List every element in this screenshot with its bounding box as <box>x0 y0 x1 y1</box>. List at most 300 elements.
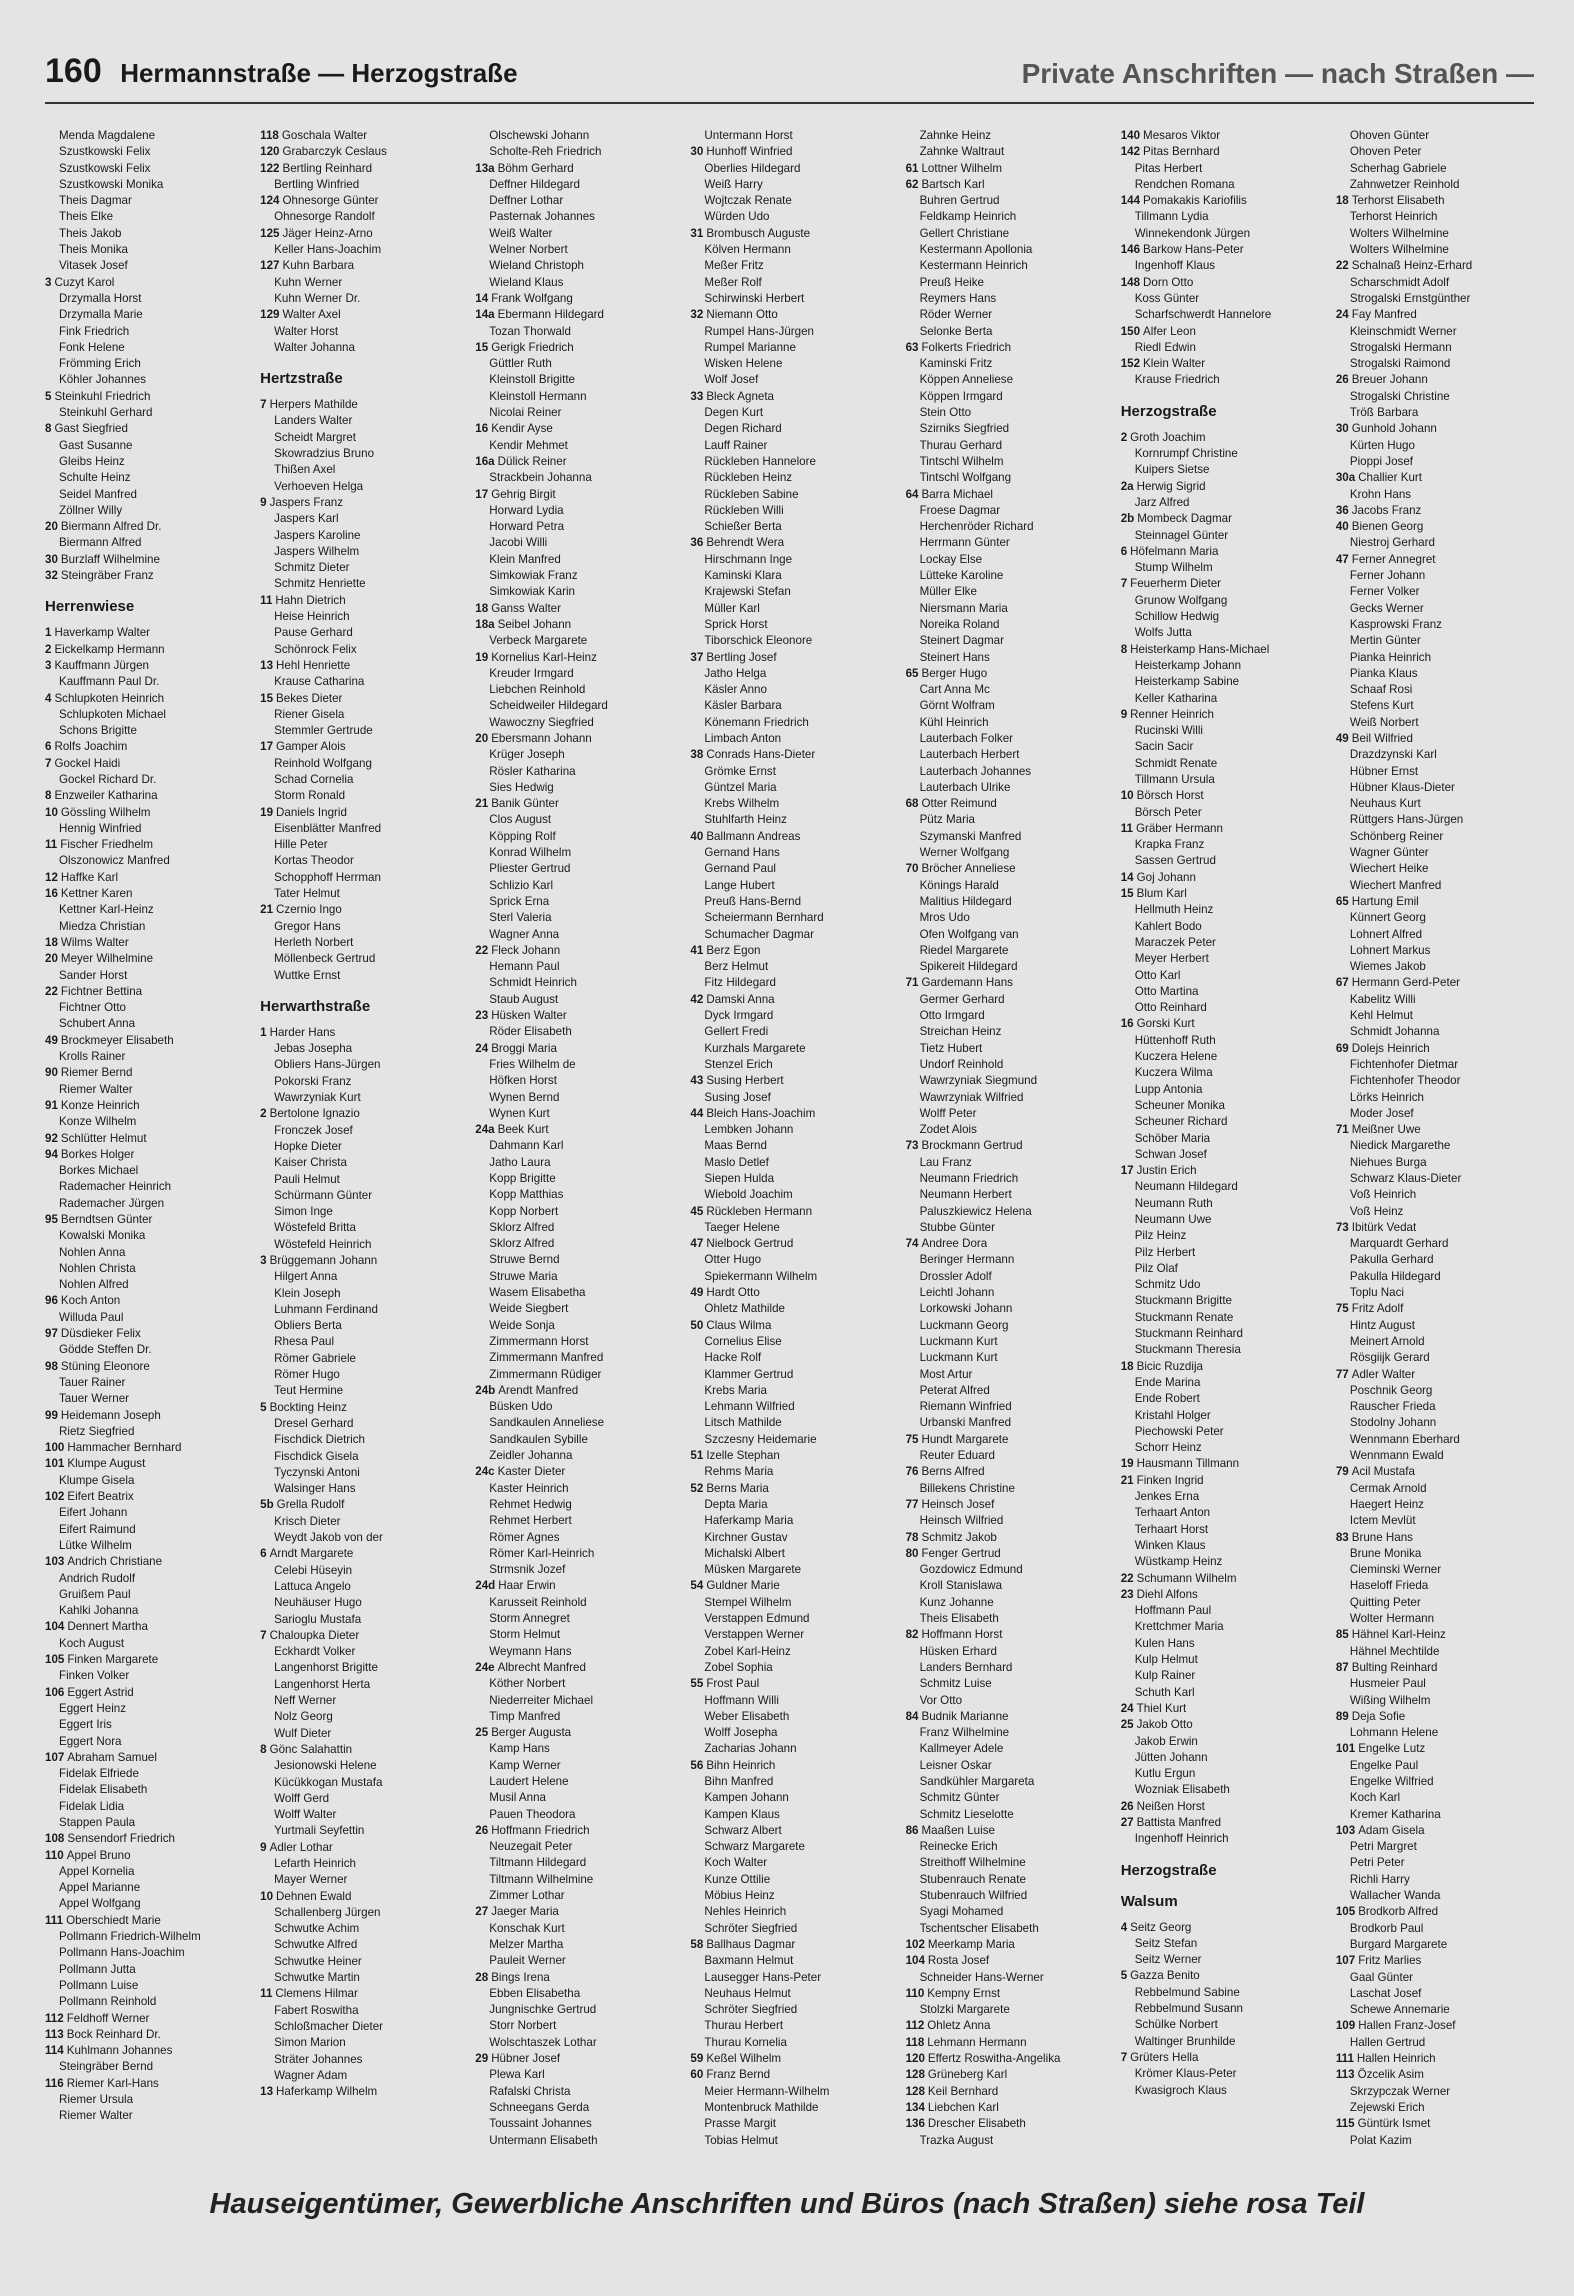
directory-entry <box>1336 503 1545 519</box>
directory-entry <box>45 421 254 437</box>
resident-name: Hintz August <box>1349 1318 1415 1332</box>
resident-name: Mayer Werner <box>274 1873 348 1887</box>
directory-entry <box>1336 1644 1545 1660</box>
directory-entry <box>260 1449 469 1465</box>
directory-entry <box>475 650 684 666</box>
directory-entry <box>690 1350 899 1366</box>
directory-entry <box>45 2043 254 2059</box>
directory-entry <box>45 1277 254 1293</box>
directory-entry <box>260 576 469 592</box>
resident-name: Spiekermann Wilhelm <box>704 1269 818 1283</box>
street-heading: Herzogstraße <box>1120 1861 1217 1879</box>
resident-name: Kallmeyer Adele <box>919 1742 1004 1756</box>
house-number: 58 <box>690 1937 704 1951</box>
resident-name: Nohlen Alfred <box>59 1278 129 1292</box>
resident-name: Liebchen Reinhold <box>489 683 586 697</box>
resident-name: Neumann Ruth <box>1134 1196 1213 1210</box>
directory-entry <box>260 1563 469 1579</box>
directory-entry <box>906 796 1115 812</box>
resident-name: Pilz Olaf <box>1134 1261 1178 1275</box>
resident-name: Tröß Barbara <box>1349 406 1419 420</box>
resident-name: Fischdick Dietrich <box>274 1433 365 1447</box>
resident-name: Drescher Elisabeth <box>927 2117 1026 2131</box>
directory-entry <box>906 1953 1115 1969</box>
directory-entry <box>45 1000 254 1016</box>
resident-name: Langenhorst Brigitte <box>274 1661 378 1675</box>
resident-name: Fidelak Elisabeth <box>59 1783 148 1797</box>
directory-entry <box>475 1041 684 1057</box>
directory-entry <box>690 1318 899 1334</box>
resident-name: Tobias Helmut <box>704 2133 778 2147</box>
resident-name: Skowradzius Bruno <box>274 447 375 461</box>
directory-entry <box>906 1090 1115 1106</box>
resident-name: Neumann Herbert <box>919 1188 1012 1202</box>
directory-entry <box>1121 919 1330 935</box>
resident-name: Schmitz Günter <box>919 1791 1000 1805</box>
directory-entry <box>906 1008 1115 1024</box>
resident-name: Gast Susanne <box>59 438 133 452</box>
resident-name: Hacke Rolf <box>704 1351 762 1365</box>
directory-entry <box>1336 1823 1545 1839</box>
directory-entry <box>906 1252 1115 1268</box>
resident-name: Scheidt Margret <box>274 430 356 444</box>
directory-entry <box>45 1913 254 1929</box>
directory-entry <box>1336 1497 1545 1513</box>
directory-entry <box>1336 209 1545 225</box>
directory-entry <box>1336 1709 1545 1725</box>
directory-entry <box>260 1383 469 1399</box>
directory-entry <box>1121 1456 1330 1472</box>
resident-name: Hermann Gerd-Peter <box>1351 976 1460 990</box>
house-number: 112 <box>905 2019 925 2033</box>
resident-name: Bock Reinhard Dr. <box>66 2027 161 2041</box>
directory-entry <box>1336 1725 1545 1741</box>
resident-name: Gunhold Johann <box>1351 422 1437 436</box>
directory-entry <box>1121 1652 1330 1668</box>
resident-name: Preuß Heike <box>919 275 984 289</box>
house-number: 148 <box>1120 275 1141 289</box>
resident-name: Rückleben Sabine <box>704 487 799 501</box>
resident-name: Otto Karl <box>1134 968 1181 982</box>
house-number: 42 <box>690 992 704 1006</box>
house-number: 95 <box>45 1213 58 1226</box>
resident-name: Miedza Christian <box>59 919 146 933</box>
resident-name: Kuhn Werner <box>274 275 343 289</box>
resident-name: Kulen Hans <box>1134 1636 1195 1650</box>
resident-name: Kaster Dieter <box>497 1465 566 1479</box>
directory-entry <box>1336 421 1545 437</box>
directory-entry <box>260 2019 469 2035</box>
resident-name: Jaspers Karl <box>274 512 339 526</box>
resident-name: Schönberg Reiner <box>1349 829 1444 843</box>
directory-entry <box>906 1448 1115 1464</box>
house-number: 99 <box>45 1408 58 1422</box>
resident-name: Gardemann Hans <box>921 976 1013 990</box>
directory-entry <box>1121 258 1330 274</box>
directory-entry <box>690 1204 899 1220</box>
resident-name: Baxmann Helmut <box>704 1954 794 1968</box>
resident-name: Battista Manfred <box>1136 1815 1222 1829</box>
resident-name: Riedl Edwin <box>1134 340 1196 354</box>
resident-name: Stubenrauch Wilfried <box>919 1889 1028 1903</box>
resident-name: Cornelius Elise <box>704 1334 782 1348</box>
resident-name: Gerigk Friedrich <box>491 340 574 354</box>
resident-name: Urbanski Manfred <box>919 1416 1012 1430</box>
directory-entry <box>45 1261 254 1277</box>
house-number: 101 <box>1335 1742 1356 1756</box>
resident-name: Degen Kurt <box>704 406 764 420</box>
directory-entry <box>906 1041 1115 1057</box>
directory-entry <box>260 968 469 984</box>
directory-entry <box>690 698 899 714</box>
resident-name: Simon Marion <box>274 2036 346 2050</box>
directory-entry <box>260 193 469 209</box>
resident-name: Obliers Hans-Jürgen <box>274 1058 381 1072</box>
directory-entry <box>45 1065 254 1081</box>
resident-name: Kornelius Karl-Heinz <box>491 650 597 664</box>
directory-entry <box>45 1962 254 1978</box>
resident-name: Rhesa Paul <box>274 1335 335 1349</box>
resident-name: Wolf Josef <box>704 373 759 387</box>
resident-name: Kahlert Bodo <box>1134 919 1202 933</box>
resident-name: Zacharias Johann <box>704 1742 797 1756</box>
directory-entry <box>45 568 254 584</box>
directory-entry <box>1121 1750 1330 1766</box>
resident-name: Hübner Josef <box>491 2052 561 2066</box>
directory-entry <box>1121 1082 1330 1098</box>
resident-name: Kleinschmidt Werner <box>1349 324 1457 338</box>
street-section <box>260 998 469 2101</box>
directory-entry <box>1121 821 1330 837</box>
directory-entry <box>1336 1448 1545 1464</box>
resident-name: Franz Wilhelmine <box>919 1726 1010 1740</box>
directory-entry <box>906 161 1115 177</box>
resident-name: Niestroj Gerhard <box>1349 536 1435 550</box>
resident-name: Dülick Reiner <box>497 454 567 468</box>
directory-entry <box>475 731 684 747</box>
resident-name: Wawoczny Siegfried <box>489 715 594 729</box>
directory-entry <box>690 1269 899 1285</box>
directory-entry <box>690 764 899 780</box>
resident-name: Schewe Annemarie <box>1349 2003 1450 2017</box>
directory-entry <box>906 470 1115 486</box>
house-number: 7 <box>45 756 52 770</box>
resident-name: Schwutke Achim <box>274 1922 360 1936</box>
resident-name: Franz Bernd <box>706 2068 771 2082</box>
resident-name: Wieland Christoph <box>489 259 585 273</box>
resident-name: Schwutke Heiner <box>274 1954 362 1968</box>
resident-name: Cart Anna Mc <box>919 683 990 697</box>
directory-entry <box>690 1725 899 1741</box>
resident-name: Neißen Horst <box>1136 1799 1205 1813</box>
directory-entry <box>690 1138 899 1154</box>
house-number: 54 <box>690 1579 704 1593</box>
directory-entry <box>1121 1636 1330 1652</box>
directory-entry <box>690 910 899 926</box>
resident-name: Theis Elisabeth <box>919 1612 999 1626</box>
directory-entry <box>906 1644 1115 1660</box>
resident-name: Willuda Paul <box>59 1310 124 1324</box>
directory-entry <box>906 910 1115 926</box>
resident-name: Ballhaus Dagmar <box>706 1937 796 1951</box>
house-number: 19 <box>475 650 489 664</box>
directory-entry <box>690 1252 899 1268</box>
resident-name: Weydt Jakob von der <box>274 1531 383 1545</box>
resident-name: Klumpe August <box>67 1457 146 1471</box>
resident-name: Seitz Werner <box>1134 1953 1202 1967</box>
directory-entry <box>690 2018 899 2034</box>
resident-name: Fichtner Otto <box>59 1001 127 1015</box>
house-number: 36 <box>690 536 704 550</box>
house-number: 89 <box>1335 1709 1349 1723</box>
directory-entry <box>690 1187 899 1203</box>
directory-entry <box>906 372 1115 388</box>
directory-entry <box>475 1595 684 1611</box>
resident-name: Krapka Franz <box>1134 838 1205 852</box>
resident-name: Heisterkamp Hans-Michael <box>1130 642 1270 656</box>
directory-entry <box>690 666 899 682</box>
directory-entry <box>260 1481 469 1497</box>
directory-entry <box>1121 1310 1330 1326</box>
directory-entry <box>1336 1204 1545 1220</box>
resident-name: Karusseit Reinhold <box>489 1595 587 1609</box>
directory-entry <box>1121 1293 1330 1309</box>
directory-entry <box>906 1725 1115 1741</box>
house-number: 18 <box>475 601 489 615</box>
directory-columns <box>45 128 1545 2158</box>
directory-entry <box>690 2133 899 2149</box>
directory-entry <box>475 1725 684 1741</box>
directory-entry <box>690 421 899 437</box>
directory-entry <box>906 975 1115 991</box>
resident-name: Simon Inge <box>274 1205 333 1219</box>
directory-entry <box>1336 1252 1545 1268</box>
resident-name: Zimmermann Manfred <box>489 1351 604 1365</box>
directory-column <box>690 128 899 2158</box>
directory-entry <box>260 209 469 225</box>
resident-name: Tillmann Ursula <box>1134 772 1215 786</box>
resident-name: Pauen Theodora <box>489 1807 576 1821</box>
house-number: 5 <box>45 389 52 403</box>
directory-entry <box>906 861 1115 877</box>
resident-name: Lottner Wilhelm <box>921 161 1003 175</box>
directory-entry <box>475 1953 684 1969</box>
resident-name: Noreika Roland <box>919 617 1000 631</box>
resident-name: Bockting Heinz <box>269 1400 347 1414</box>
directory-entry <box>1336 910 1545 926</box>
directory-entry <box>1121 275 1330 291</box>
resident-name: Stüning Eleonore <box>60 1359 150 1373</box>
resident-name: Seitz Georg <box>1130 1920 1192 1934</box>
resident-name: Malitius Hildegard <box>919 894 1012 908</box>
resident-name: Rebbelmund Susann <box>1134 2002 1243 2016</box>
resident-name: Staub August <box>489 992 559 1006</box>
resident-name: Wilms Walter <box>60 935 129 949</box>
resident-name: Niemann Otto <box>706 308 778 322</box>
resident-name: Schubert Anna <box>59 1017 136 1031</box>
resident-name: Andree Dora <box>921 1237 988 1251</box>
directory-entry <box>906 764 1115 780</box>
resident-name: Voß Heinz <box>1349 1204 1404 1218</box>
resident-name: Enzweiler Katharina <box>54 789 158 803</box>
directory-entry <box>1336 666 1545 682</box>
resident-name: Niersmann Maria <box>919 601 1008 615</box>
resident-name: Herrmann Günter <box>919 536 1010 550</box>
directory-entry <box>690 1073 899 1089</box>
house-number: 63 <box>905 340 919 354</box>
resident-name: Möllenbeck Gertrud <box>274 952 376 966</box>
directory-entry <box>1336 291 1545 307</box>
house-number: 22 <box>475 943 489 957</box>
resident-name: Frömming Erich <box>59 357 141 371</box>
house-number: 118 <box>260 129 279 142</box>
directory-entry <box>475 421 684 437</box>
directory-entry <box>475 1774 684 1790</box>
directory-entry <box>45 128 254 144</box>
resident-name: Cieminski Werner <box>1349 1563 1442 1577</box>
resident-name: Acil Mustafa <box>1351 1465 1415 1479</box>
resident-name: Pliester Gertrud <box>489 862 571 876</box>
directory-entry <box>1336 487 1545 503</box>
resident-name: Lohmann Helene <box>1349 1726 1439 1740</box>
directory-entry <box>45 454 254 470</box>
resident-name: Neuzegait Peter <box>489 1840 573 1854</box>
directory-entry <box>260 625 469 641</box>
resident-name: Olschewski Johann <box>489 129 590 142</box>
directory-entry <box>690 1790 899 1806</box>
house-number: 30 <box>690 145 704 159</box>
directory-entry <box>1336 959 1545 975</box>
resident-name: Walsinger Hans <box>274 1482 356 1496</box>
house-number: 110 <box>45 1848 64 1862</box>
resident-name: Klein Manfred <box>489 552 561 566</box>
directory-entry <box>45 372 254 388</box>
directory-entry <box>475 209 684 225</box>
directory-entry <box>690 535 899 551</box>
resident-name: Wynen Kurt <box>489 1106 550 1120</box>
resident-name: Storr Norbert <box>489 2019 557 2033</box>
resident-name: Kauffmann Paul Dr. <box>59 675 160 689</box>
resident-name: Terhaart Anton <box>1134 1506 1211 1520</box>
resident-name: Tintschl Wilhelm <box>919 454 1004 468</box>
directory-entry <box>475 878 684 894</box>
resident-name: Bertolone Ignazio <box>269 1107 360 1121</box>
resident-name: Undorf Reinhold <box>919 1057 1004 1071</box>
resident-name: Hartung Emil <box>1351 894 1419 908</box>
directory-entry <box>690 209 899 225</box>
directory-entry <box>45 1424 254 1440</box>
house-number: 21 <box>475 797 489 811</box>
directory-entry <box>260 1986 469 2002</box>
house-number: 7 <box>260 1628 267 1642</box>
house-number: 30 <box>45 552 58 566</box>
directory-entry <box>1121 1114 1330 1130</box>
resident-name: Fritz Adolf <box>1351 1302 1404 1316</box>
resident-name: Maas Bernd <box>704 1139 767 1153</box>
directory-entry <box>1336 1888 1545 1904</box>
resident-name: Zejewski Erich <box>1349 2100 1425 2114</box>
resident-name: Stefens Kurt <box>1349 699 1414 713</box>
house-number: 12 <box>45 870 58 884</box>
directory-entry <box>1336 2051 1545 2067</box>
directory-entry <box>475 2018 684 2034</box>
directory-entry <box>1121 1033 1330 1049</box>
directory-entry <box>1121 193 1330 209</box>
house-number: 43 <box>690 1074 704 1088</box>
directory-entry <box>690 1383 899 1399</box>
directory-entry <box>906 927 1115 943</box>
directory-entry <box>906 1399 1115 1415</box>
resident-name: Strackbein Johanna <box>489 471 592 485</box>
directory-entry <box>45 2011 254 2027</box>
directory-entry <box>45 1766 254 1782</box>
resident-name: Reuter Eduard <box>919 1449 995 1463</box>
directory-entry <box>906 144 1115 160</box>
directory-entry <box>260 1595 469 1611</box>
directory-entry <box>1121 209 1330 225</box>
house-number: 16 <box>1120 1017 1134 1031</box>
resident-name: Schlupkoten Michael <box>59 707 166 721</box>
resident-name: Weiß Walter <box>489 226 553 240</box>
directory-entry <box>906 829 1115 845</box>
resident-name: Kirchner Gustav <box>704 1530 788 1544</box>
directory-entry <box>475 519 684 535</box>
directory-entry <box>1121 1131 1330 1147</box>
directory-entry <box>690 1627 899 1643</box>
directory-entry <box>260 853 469 869</box>
directory-entry <box>906 1138 1115 1154</box>
directory-entry <box>475 1741 684 1757</box>
directory-entry <box>1336 242 1545 258</box>
directory-entry <box>475 1220 684 1236</box>
directory-entry <box>1121 1985 1330 2001</box>
resident-name: Lefarth Heinrich <box>274 1856 356 1870</box>
house-number: 24 <box>475 1041 489 1055</box>
resident-name: Voß Heinrich <box>1349 1188 1417 1202</box>
directory-entry <box>1336 1855 1545 1871</box>
resident-name: Wasem Elisabetha <box>489 1286 586 1300</box>
house-number: 65 <box>1335 894 1349 908</box>
directory-entry <box>690 340 899 356</box>
resident-name: Lauterbach Johannes <box>919 764 1032 778</box>
directory-entry <box>260 919 469 935</box>
directory-entry <box>906 1823 1115 1839</box>
resident-name: Klammer Gertrud <box>704 1367 794 1381</box>
resident-name: Sies Hedwig <box>489 780 554 794</box>
resident-name: Krettchmer Maria <box>1134 1620 1224 1634</box>
directory-entry <box>1336 2084 1545 2100</box>
resident-name: Kurzhals Margarete <box>704 1041 806 1055</box>
resident-name: Theis Jakob <box>59 226 122 240</box>
directory-entry <box>906 389 1115 405</box>
resident-name: Wieland Klaus <box>489 275 564 289</box>
directory-entry <box>906 487 1115 503</box>
house-number: 61 <box>905 161 919 175</box>
directory-entry <box>1336 1171 1545 1187</box>
directory-entry <box>260 258 469 274</box>
resident-name: Hoffmann Friedrich <box>491 1823 590 1837</box>
resident-name: Tauer Werner <box>59 1392 130 1406</box>
resident-name: Gödde Steffen Dr. <box>59 1343 152 1357</box>
house-number: 100 <box>45 1441 65 1455</box>
street-section <box>1121 403 1330 1848</box>
house-number: 40 <box>1335 520 1349 534</box>
resident-name: Kowalski Monika <box>59 1229 146 1243</box>
house-number: 44 <box>690 1106 704 1120</box>
resident-name: Deja Sofie <box>1351 1709 1406 1723</box>
resident-name: Czernio Ingo <box>276 903 342 917</box>
house-number: 19 <box>260 805 274 819</box>
